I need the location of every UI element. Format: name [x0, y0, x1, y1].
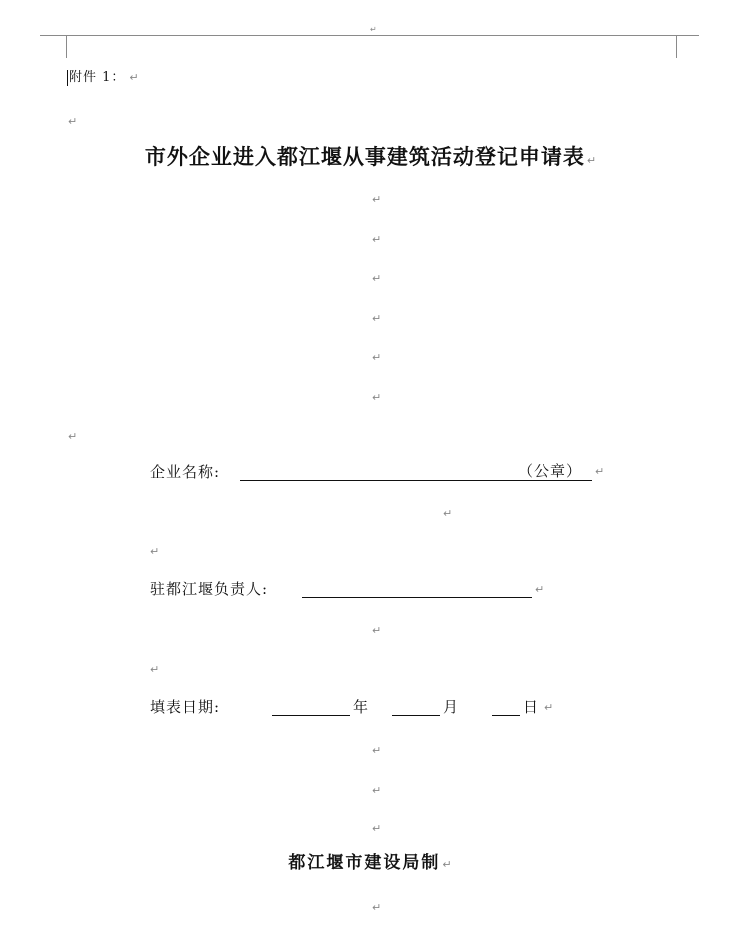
document-title[interactable]: [0, 144, 742, 170]
paragraph-mark: ↵: [150, 545, 160, 558]
paragraph-mark: ↵: [372, 233, 382, 246]
paragraph-mark: ↵: [544, 701, 554, 714]
paragraph-mark: ↵: [372, 193, 382, 206]
paragraph-mark: ↵: [372, 744, 382, 757]
paragraph-mark: ↵: [586, 154, 598, 167]
day-field[interactable]: [492, 715, 520, 716]
date-label: 填表日期:: [150, 698, 221, 716]
paragraph-mark: ↵: [372, 901, 382, 914]
year-label: 年: [353, 698, 370, 716]
paragraph-mark: ↵: [372, 272, 382, 285]
paragraph-mark: ↵: [129, 71, 140, 84]
month-field[interactable]: [392, 715, 440, 716]
paragraph-mark: ↵: [150, 663, 160, 676]
attachment-label-text: 附件 1：: [69, 70, 126, 85]
year-field[interactable]: [272, 715, 350, 716]
paragraph-mark: ↵: [372, 822, 382, 835]
document-title-text: 市外企业进入都江堰从事建筑活动登记申请表: [144, 145, 585, 169]
paragraph-mark: ↵: [535, 583, 545, 596]
document-footer-text: 都江堰市建设局制: [288, 853, 441, 873]
paragraph-mark: ↵: [372, 624, 382, 637]
paragraph-mark: ↵: [372, 391, 382, 404]
month-label: 月: [443, 698, 460, 716]
manager-field[interactable]: [302, 597, 532, 598]
crop-mark-top-right: [676, 35, 699, 58]
manager-label: 驻都江堰负责人:: [150, 580, 269, 598]
text-cursor: [67, 70, 68, 86]
day-label: 日: [523, 698, 540, 716]
paragraph-mark: ↵: [372, 312, 382, 325]
company-seal-label: （公章）: [518, 462, 583, 480]
crop-mark-top-left: [40, 35, 67, 58]
paragraph-mark: ↵: [595, 465, 605, 478]
company-name-label: 企业名称:: [150, 463, 221, 481]
company-name-field[interactable]: [240, 480, 592, 481]
attachment-label[interactable]: [69, 69, 140, 87]
header-paragraph-mark: ↵: [370, 25, 377, 34]
paragraph-mark: ↵: [372, 784, 382, 797]
paragraph-mark: ↵: [372, 351, 382, 364]
paragraph-mark: ↵: [68, 115, 78, 128]
paragraph-mark: ↵: [442, 858, 454, 871]
paragraph-mark: ↵: [443, 507, 453, 520]
document-footer[interactable]: [0, 852, 742, 874]
paragraph-mark: ↵: [68, 430, 78, 443]
header-line: [66, 35, 676, 36]
